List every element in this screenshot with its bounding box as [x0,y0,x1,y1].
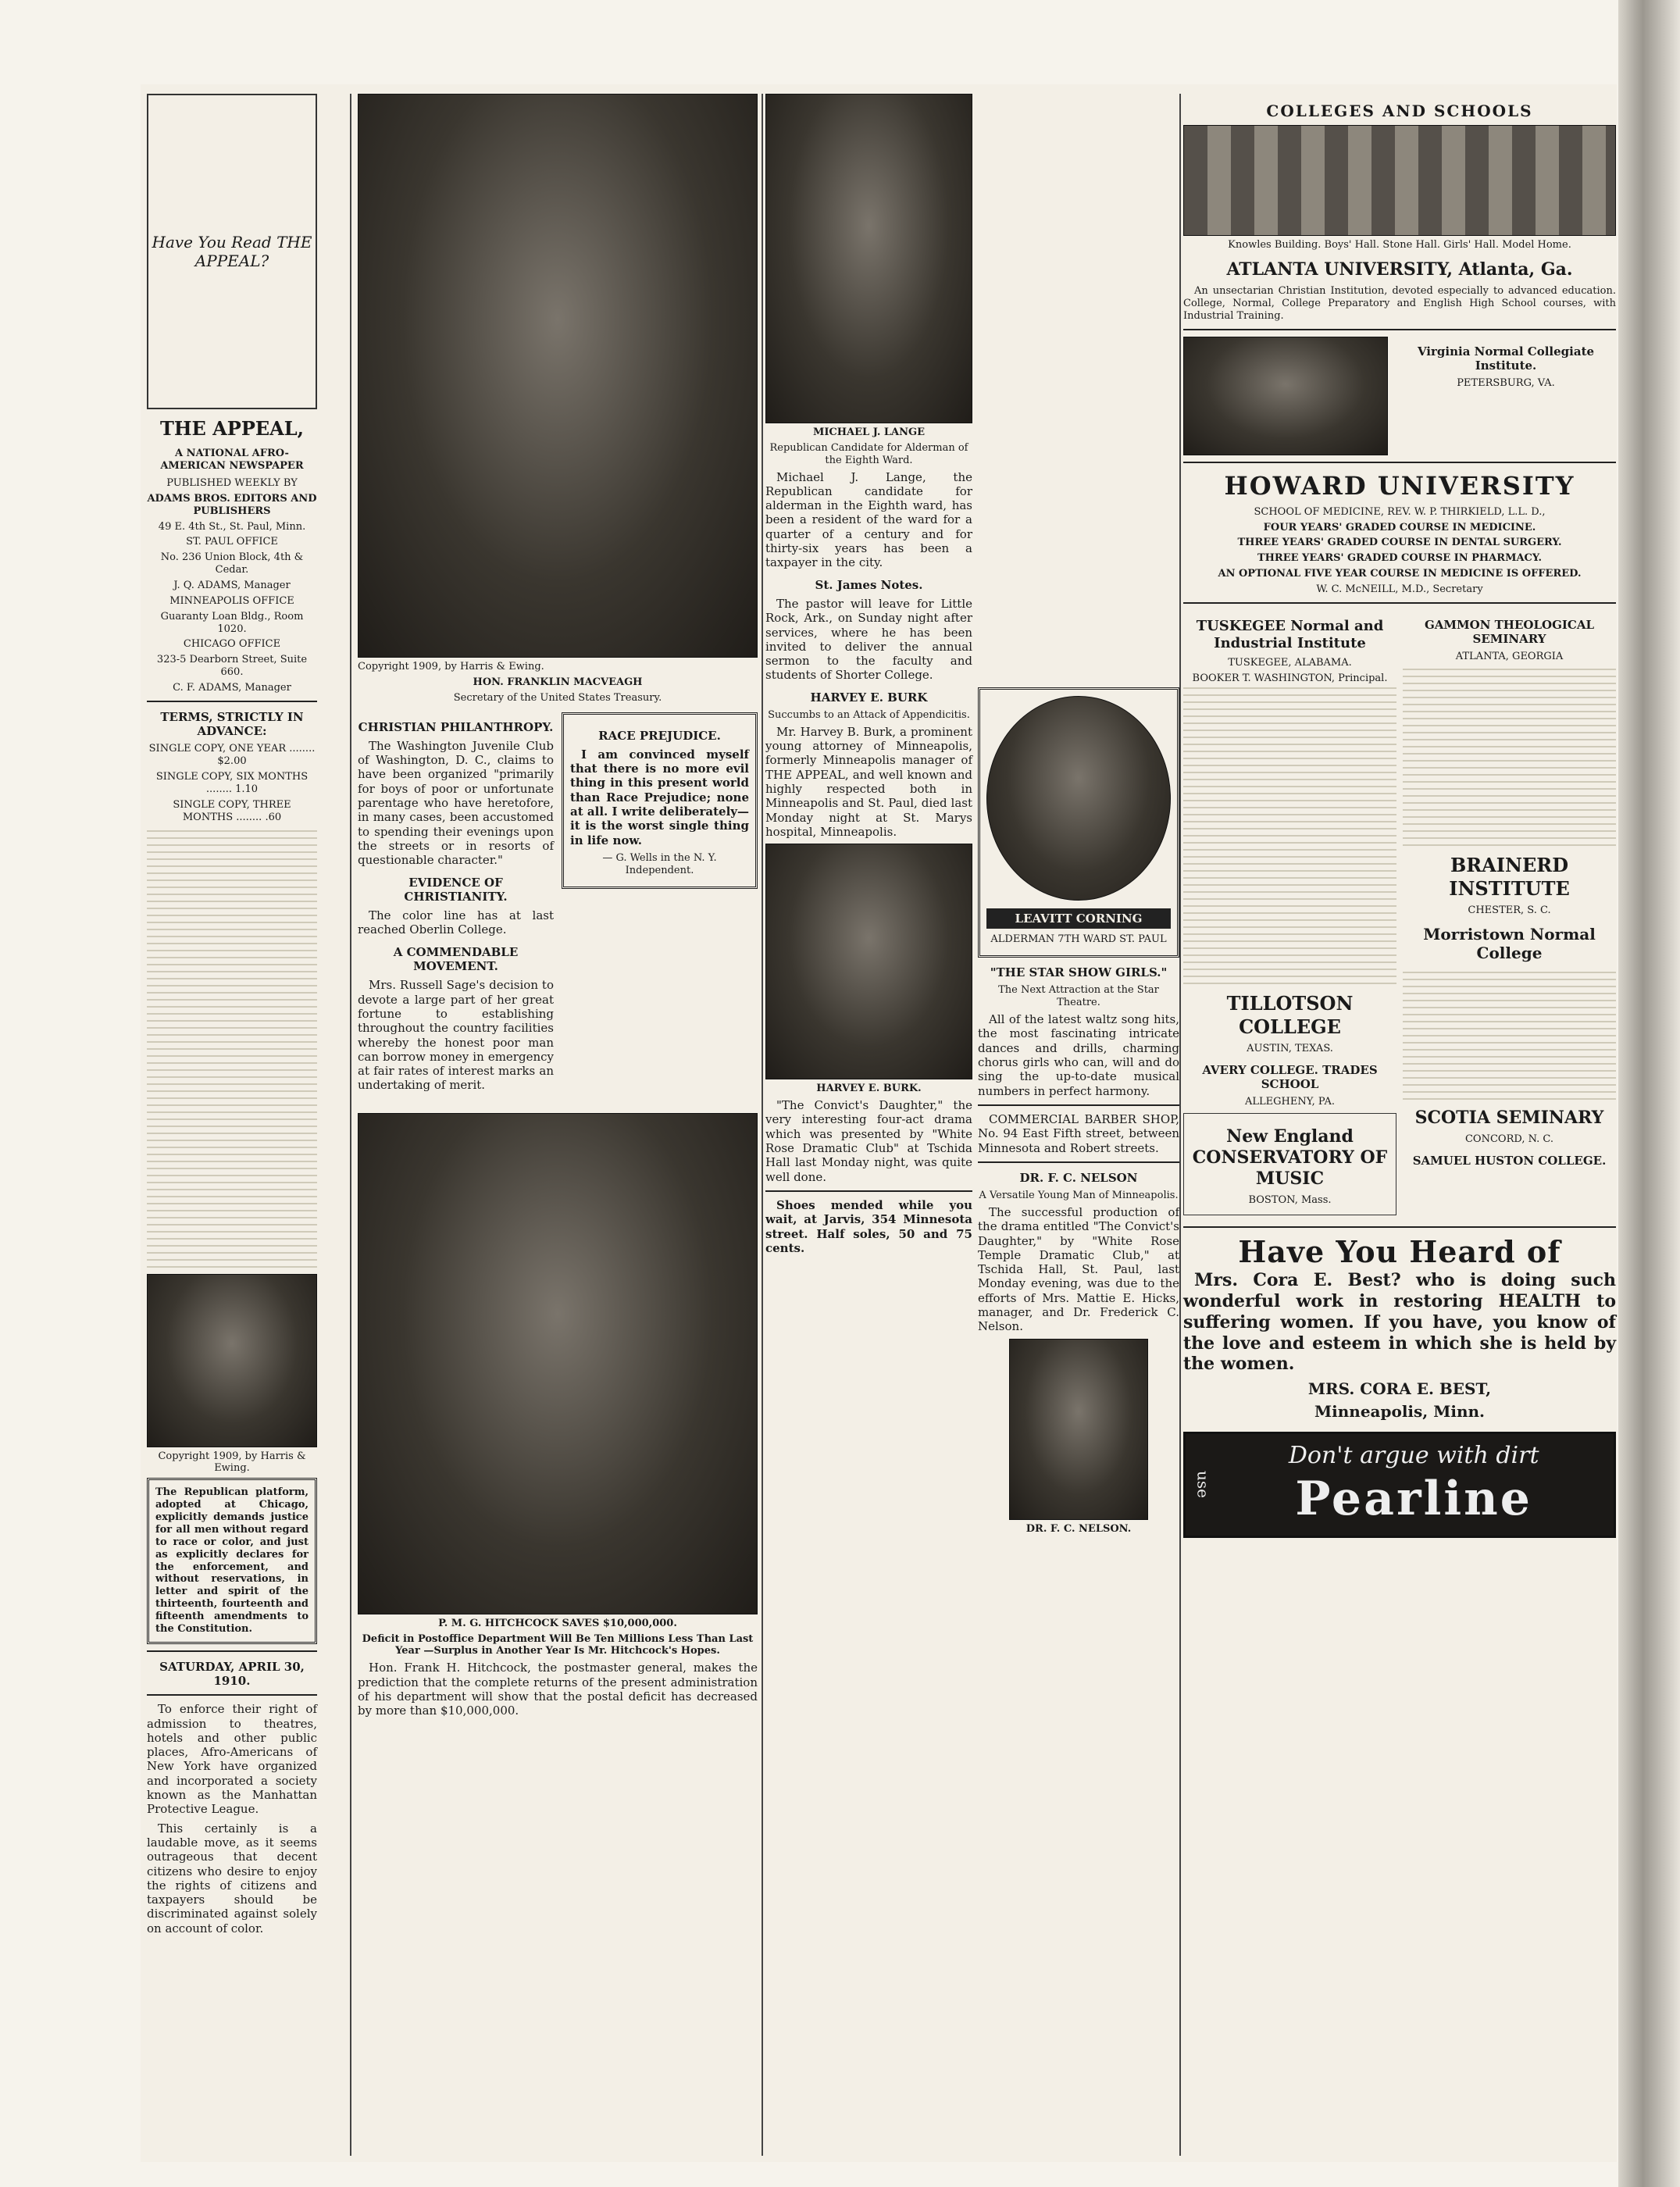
photo-credit: Copyright 1909, by Harris & Ewing. [358,661,544,673]
burk-subhead: Succumbs to an Attack of Appendicitis. [768,709,970,722]
chicago-office: CHICAGO OFFICE [183,638,281,651]
stpaul-address: No. 236 Union Block, 4th & Cedar. [160,551,304,576]
gammon-fine-print [1403,666,1616,846]
macveagh-photo [358,94,758,658]
scotia-location: CONCORD, N. C. [1464,1133,1554,1146]
terms-line: SINGLE COPY, THREE MONTHS ........ .60 [173,798,291,823]
atlanta-text: An unsectarian Christian Institution, devoted especially to advanced education. College, Normal, College Preparatory and English High School courses, with Industrial Training. [1183,285,1616,322]
star-head: "THE STAR SHOW GIRLS." [990,965,1168,980]
column-three [765,94,972,1260]
publishers: ADAMS BROS. EDITORS AND PUBLISHERS [147,492,317,517]
nelson-text: The successful production of the drama entitled "The Convict's Daughter," by "White Rose Temple Dramatic Club," at Tschida Hall, St. Paul, last Monday evening, was due to the efforts of Mrs. Mattie E. Hicks, manager, and Dr. Frederick C. Nelson. [978,1205,1179,1334]
best-headline: Have You Heard of [1238,1233,1561,1269]
terms-title: TERMS, STRICTLY IN ADVANCE: [160,709,304,739]
hitchcock-caption: P. M. G. HITCHCOCK SAVES $10,000,000. [438,1617,677,1629]
virginia-building-image [1183,337,1388,455]
howard-course: THREE YEARS' GRADED COURSE IN PHARMACY. [1257,552,1543,565]
atlanta-name: ATLANTA UNIVERSITY, Atlanta, Ga. [1226,259,1573,280]
race-prejudice-signature: — G. Wells in the N. Y. Independent. [602,851,717,876]
nelson-caption: DR. F. C. NELSON. [1025,1522,1132,1535]
howard-name: HOWARD UNIVERSITY [1224,470,1575,501]
lange-text: Michael J. Lange, the Republican candidate for alderman in the Eighth ward, has been a resident of the ward for a quarter of a century and for thirty-six years has been a taxpayer in the city. [765,469,972,570]
hitchcock-photo [358,1113,758,1614]
hitchcock-text: Hon. Frank H. Hitchcock, the postmaster general, makes the prediction that the complete returns of the present administration of his department will show that the postal deficit has decreased by more than $10,000,000. [358,1661,758,1718]
evidence-text: The color line has at last reached Oberlin College. [358,908,554,937]
mpls-office: MINNEAPOLIS OFFICE [169,594,294,607]
stpaul-manager: J. Q. ADAMS, Manager [173,580,291,591]
paper-subtitle: A NATIONAL AFRO-AMERICAN NEWSPAPER [160,448,304,473]
league-paragraph: To enforce their right of admission to theatres, hotels and other public places, Afro-Americans of New York have organized and incorporated a society known as the Manhattan Protective League. [147,1702,317,1817]
pearline-tagline: Don't argue with dirt [1288,1441,1539,1469]
chicago-address: 323-5 Dearborn Street, Suite 660. [156,654,308,679]
chicago-manager: C. F. ADAMS, Manager [173,682,291,694]
howard-course: FOUR YEARS' GRADED COURSE IN MEDICINE. [1263,521,1536,533]
hitchcock-head: Deficit in Postoffice Department Will Be Ten Millions Less Than Last Year —Surplus in Another Year Is Mr. Hitchcock's Hopes. [362,1632,754,1657]
avery-location: ALLEGHENY, PA. [1245,1096,1335,1108]
atlanta-buildings-image [1183,125,1616,236]
fine-print-block [147,830,317,1268]
issue-date: SATURDAY, APRIL 30, 1910. [159,1659,305,1688]
paper-title: THE APPEAL, [159,417,305,440]
corning-name: LEAVITT CORNING [986,908,1171,929]
nelson-subhead: A Versatile Young Man of Minneapolis. [979,1190,1179,1202]
terms-line: SINGLE COPY, SIX MONTHS ........ 1.10 [155,771,309,796]
star-subhead: The Next Attraction at the Star Theatre. [998,984,1159,1009]
brainerd-name: BRAINERD INSTITUTE [1449,854,1570,900]
photo-credit: Copyright 1909, by Harris & Ewing. [158,1450,306,1475]
platform-box: The Republican platform, adopted at Chicago, explicitly demands justice for all men without regard to race or color, and just as explicitly declares for the enforcement, and without reservations, in letter and spirit of the thirteenth, fourteenth and fifteenth amendments to the Constitution. [147,1478,317,1643]
pearline-brand: Pearline [1295,1471,1532,1526]
tillotson-name: TILLOTSON COLLEGE [1226,992,1354,1038]
star-text: All of the latest waltz song hits, the most fascinating intricate dances and drills, charming chorus girls who can, will and do sing the up-to-date musical numbers in perfect harmony. [978,1012,1179,1098]
pearline-use: use [1193,1471,1213,1499]
huston-name: SAMUEL HUSTON COLLEGE. [1412,1154,1607,1168]
terms-line: SINGLE COPY, ONE YEAR ........ $2.00 [148,743,316,768]
masthead-column [147,94,317,1940]
pearline-ad [1183,1432,1616,1538]
brainerd-location: CHESTER, S. C. [1468,904,1551,916]
st-james-head: St. James Notes. [815,577,923,592]
scotia-name: SCOTIA SEMINARY [1414,1108,1604,1129]
colleges-head: COLLEGES AND SCHOOLS [1266,102,1533,120]
commendable-text: Mrs. Russell Sage's decision to devote a large part of her great fortune to establishing throughout the country facilities whereby the honest poor man can borrow money in emergency at fair rates of interest marks an undertaking of merit. [358,978,554,1093]
avery-name: AVERY COLLEGE. TRADES SCHOOL [1202,1062,1378,1092]
ne-conservatory-name: New England CONSERVATORY OF MUSIC [1192,1126,1388,1189]
atlanta-building-labels: Knowles Building. Boys' Hall. Stone Hall. Girls' Hall. Model Home. [1228,239,1571,252]
shoes-ad: Shoes mended while you wait, at Jarvis, 354 Minnesota street. Half soles, 50 and 75 cents. [765,1197,972,1255]
howard-course: THREE YEARS' GRADED COURSE IN DENTAL SURGERY. [1237,537,1562,549]
virginia-location: PETERSBURG, VA. [1457,377,1555,390]
lange-subcaption: Republican Candidate for Alderman of the Eighth Ward. [769,441,968,466]
macveagh-name: HON. FRANKLIN MACVEAGH [473,676,643,688]
tuskegee-name: TUSKEGEE Normal and Industrial Institute [1196,617,1384,651]
st-james-text: The pastor will leave for Little Rock, Ark., on Sunday night after services, where he has been invited to deliver the annual sermon to the faculty and students of Shorter College. [765,596,972,683]
corning-sub: ALDERMAN 7TH WARD ST. PAUL [990,933,1167,946]
column-four [978,687,1179,1539]
burk-text: Mr. Harvey B. Burk, a prominent young attorney of Minneapolis, formerly Minneapolis manager of THE APPEAL, and well known and highly respected both in Minneapolis and St. Paul, died last Monday night at St. Marys hospital, Minneapolis. [765,724,972,839]
evidence-head: EVIDENCE OF CHRISTIANITY. [404,875,508,904]
column-two [358,94,758,1722]
howard-course: AN OPTIONAL FIVE YEAR COURSE IN MEDICINE IS OFFERED. [1218,568,1582,580]
best-signature: MRS. CORA E. BEST, [1307,1379,1492,1399]
convict-text: "The Convict's Daughter," the very interesting four-act drama which was presented by "White Rose Dramatic Club" at Tschida Hall last Monday night, was quite well done. [765,1098,972,1184]
best-text: Mrs. Cora E. Best? who is doing such wonderful work in restoring HEALTH to suffering women. If you have, you know of the love and esteem in which she is held by the women. [1183,1270,1616,1375]
column-divider [762,94,763,2156]
column-divider [1179,94,1181,2156]
tuskegee-principal: BOOKER T. WASHINGTON, Principal. [1192,672,1388,684]
virginia-name: Virginia Normal Collegiate Institute. [1417,344,1595,373]
best-location: Minneapolis, Minn. [1314,1401,1485,1421]
race-prejudice-text: I am convinced myself that there is no more evil thing in this present world than Race Prejudice; none at all. I write deliberately—it is the worst single thing in life now. [570,747,749,847]
burk-photo [765,844,972,1079]
morristown-name: Morristown Normal College [1423,924,1596,963]
stpaul-office: ST. PAUL OFFICE [186,536,278,548]
commendable-head: A COMMENDABLE MOVEMENT. [393,944,519,974]
corning-photo [986,696,1171,901]
burk-head: HARVEY E. BURK [810,690,928,705]
howard-secretary: W. C. McNEILL, M.D., Secretary [1316,583,1483,595]
league-paragraph: This certainly is a laudable move, as it seems outrageous that decent citizens who desire to enjoy the rights of citizens and taxpayers should be discriminated against solely on account of color. [147,1821,317,1935]
publisher-address: 49 E. 4th St., St. Paul, Minn. [158,520,306,533]
burk-caption: HARVEY E. BURK. [816,1083,922,1095]
howard-sub: SCHOOL OF MEDICINE, REV. W. P. THIRKIELD, L.L. D., [1254,505,1546,518]
lange-photo [765,94,972,423]
published-line: PUBLISHED WEEKLY BY [166,476,298,489]
morristown-fine-print [1403,967,1616,1100]
race-prejudice-title: RACE PREJUDICE. [598,728,721,743]
appeal-logo: Have You Read THE APPEAL? [147,94,317,409]
macveagh-title: Secretary of the United States Treasury. [453,691,662,704]
mpls-address: Guaranty Loan Bldg., Room 1020. [160,610,304,635]
gammon-name: GAMMON THEOLOGICAL SEMINARY [1424,617,1595,647]
portrait-photo [147,1274,317,1447]
philanthropy-text: The Washington Juvenile Club of Washington, D. C., claims to have been organized "primarily for boys of poor or unfortunate parentage who have heretofore, in many cases, been accustomed to spending their evenings upon the streets or in resorts of questionable character." [358,738,554,868]
gammon-location: ATLANTA, GEORGIA [1455,651,1564,663]
nelson-photo [1009,1339,1148,1520]
colleges-column [1183,94,1616,1538]
philanthropy-head: CHRISTIAN PHILANTHROPY. [358,719,554,734]
binding-edge [1618,0,1680,2187]
tillotson-location: AUSTIN, TEXAS. [1247,1043,1333,1054]
lange-caption: MICHAEL J. LANGE [812,426,926,438]
tuskegee-fine-print [1183,687,1396,984]
ne-conservatory-location: BOSTON, Mass. [1248,1193,1332,1206]
barber-ad: COMMERCIAL BARBER SHOP, No. 94 East Fifth street, between Minnesota and Robert streets. [978,1111,1179,1155]
tuskegee-location: TUSKEGEE, ALABAMA. [1228,656,1352,669]
nelson-head: DR. F. C. NELSON [1019,1170,1138,1185]
column-divider [350,94,351,2156]
